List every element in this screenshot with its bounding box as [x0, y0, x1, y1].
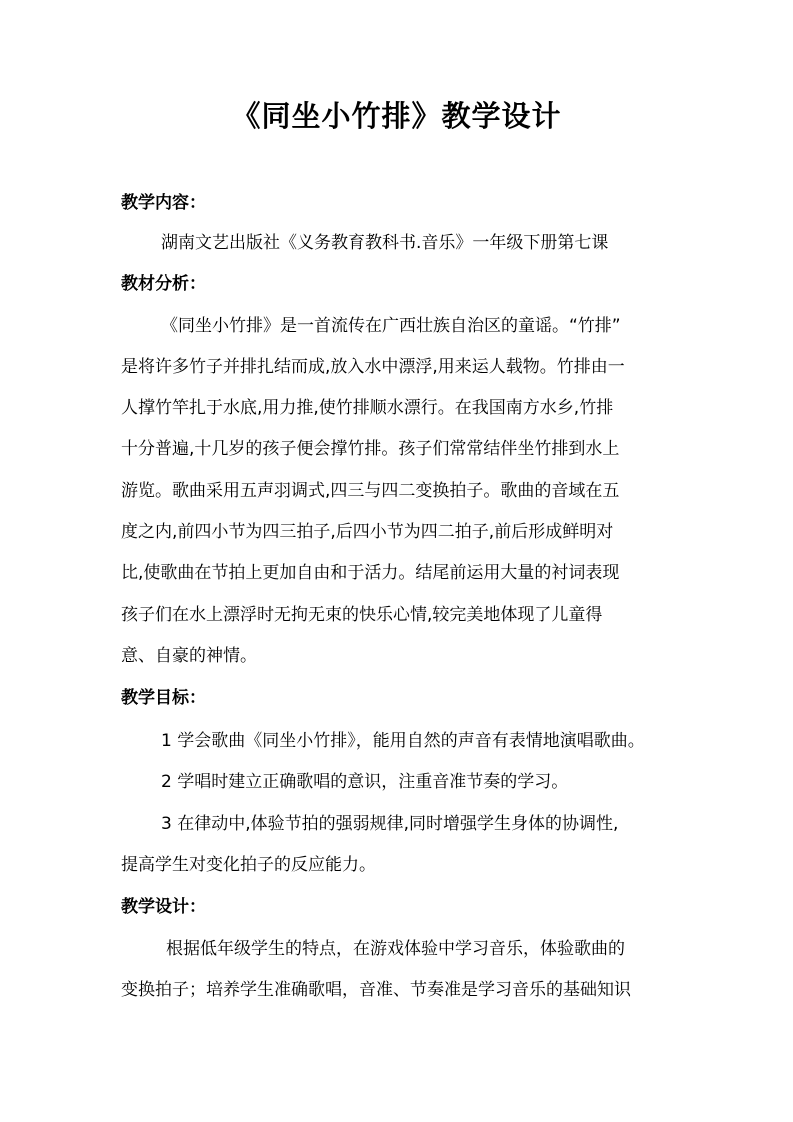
goal-item: 2 学唱时建立正确歌唱的意识，注重音准节奏的学习。: [161, 772, 569, 792]
analysis-line: 人撑竹竿扎于水底,用力推,使竹排顺水漂行。在我国南方水乡,竹排: [121, 398, 614, 418]
goal-item-continuation: 提高学生对变化拍子的反应能力。: [121, 855, 376, 875]
analysis-line: 意、自豪的神情。: [121, 646, 257, 666]
section-heading-goals: 教学目标：: [121, 688, 206, 708]
analysis-line: 度之内,前四小节为四三拍子,后四小节为四二拍子,前后形成鲜明对: [121, 522, 614, 542]
analysis-line: 是将许多竹子并排扎结而成,放入水中漂浮,用来运人载物。竹排由一: [121, 357, 625, 377]
analysis-line: 游览。歌曲采用五声羽调式,四三与四二变换拍子。歌曲的音域在五: [121, 481, 620, 501]
design-line: 变换拍子；培养学生准确歌唱，音准、节奏准是学习音乐的基础知识: [121, 980, 631, 1000]
analysis-line: 十分普遍,十几岁的孩子便会撑竹排。孩子们常常结伴坐竹排到水上: [121, 439, 620, 459]
goal-item: 1 学会歌曲《同坐小竹排》，能用自然的声音有表情地演唱歌曲。: [161, 731, 645, 751]
analysis-line: 《同坐小竹排》是一首流传在广西壮族自治区的童谣。“竹排”: [161, 316, 621, 336]
analysis-line: 比,使歌曲在节拍上更加自由和于活力。结尾前运用大量的衬词表现: [121, 563, 620, 583]
document-title: 《同坐小竹排》教学设计: [231, 99, 562, 133]
section-heading-content: 教学内容：: [121, 193, 206, 213]
goal-item: 3 在律动中,体验节拍的强弱规律,同时增强学生身体的协调性,: [161, 814, 619, 834]
section-heading-analysis: 教材分析：: [121, 274, 206, 294]
analysis-line: 孩子们在水上漂浮时无拘无束的快乐心情,较完美地体现了儿童得: [121, 605, 603, 625]
content-text: 湖南文艺出版社《义务教育教科书.音乐》一年级下册第七课: [161, 233, 609, 253]
section-heading-design: 教学设计：: [121, 897, 206, 917]
design-line: 根据低年级学生的特点，在游戏体验中学习音乐，体验歌曲的: [166, 939, 625, 959]
